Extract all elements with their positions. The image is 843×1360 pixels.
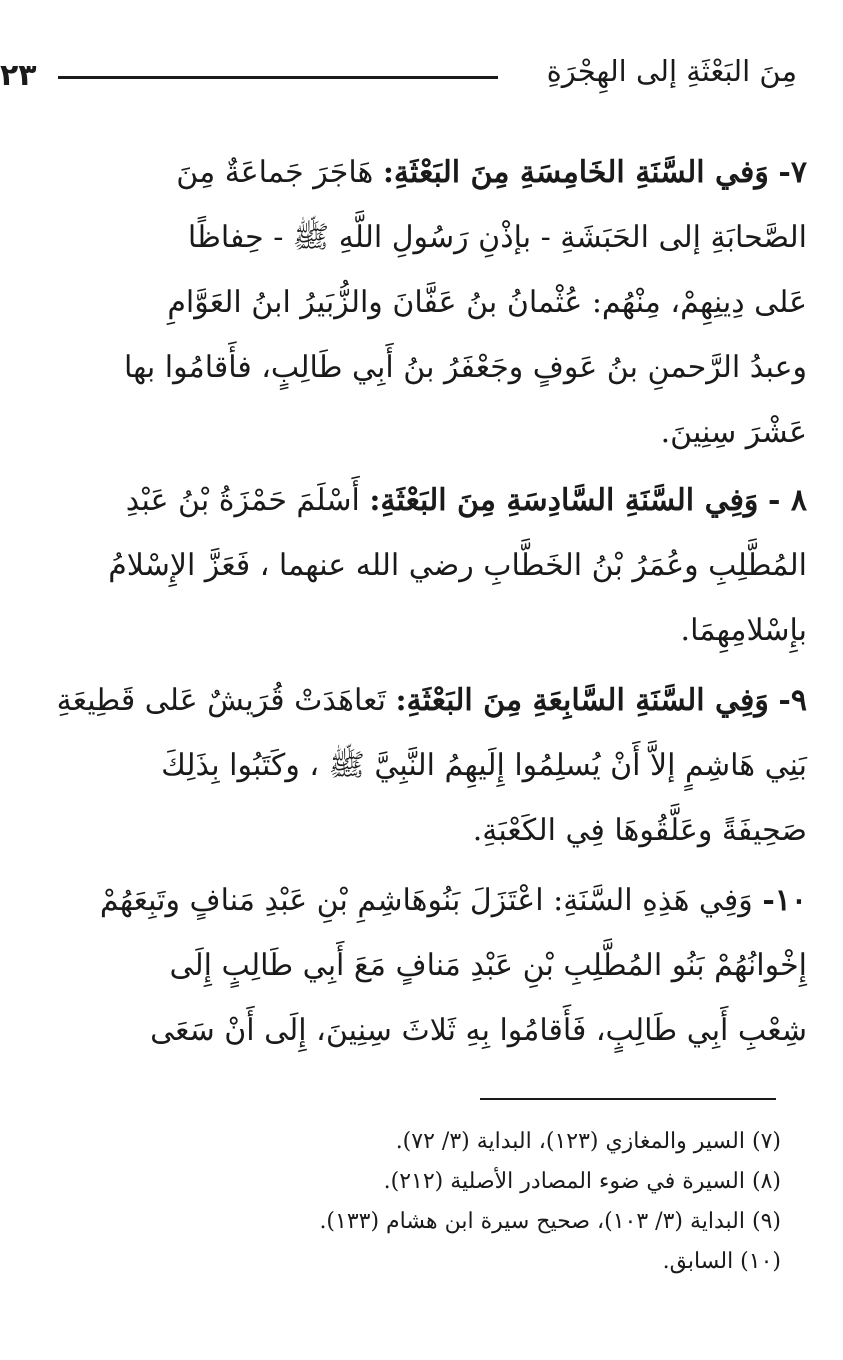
paragraph-line: عَلى دِينِهِمْ، مِنْهُم: عُثْمانُ بنُ عَفَّانَ والزُّبَيرُ ابنُ العَوَّامِ [167, 285, 807, 320]
paragraph-7 [0, 140, 807, 465]
paragraph-line: الصَّحابَةِ إلى الحَبَشَةِ - بإذْنِ رَسُولِ اللَّهِ ﷺ - حِفاظًا [187, 220, 807, 255]
footnotes [319, 1122, 781, 1282]
paragraph-8 [0, 468, 807, 663]
paragraph-line [0, 868, 807, 933]
paragraph-number: ١٠- [762, 883, 807, 918]
running-head [0, 50, 843, 110]
paragraph-line [0, 140, 807, 205]
paragraph-line: إِخْوانُهُمْ بَنُو المُطَّلِبِ بْنِ عَبْدِ مَنافٍ مَعَ أَبِي طَالِبٍ إِلَى [169, 948, 807, 983]
paragraph-lead: وَفِي السَّنَةِ السَّادِسَةِ مِنَ البَعْثَةِ: [369, 483, 759, 518]
paragraph-9 [0, 668, 807, 863]
footnote-9: (٩) البداية (٣/ ١٠٣)، صحيح سيرة ابن هشام (١٣٣). [319, 1209, 781, 1234]
footnote-8: (٨) السيرة في ضوء المصادر الأصلية (٢١٢). [383, 1169, 781, 1194]
paragraph-line: بَنِي هَاشِمٍ إلاَّ أَنْ يُسلِمُوا إِلَيهِمُ النَّبِيَّ ﷺ ، وكَتَبُوا بِذَلِكَ [161, 748, 807, 783]
paragraph-line: وعبدُ الرَّحمنِ بنُ عَوفٍ وجَعْفَرُ بنُ أَبِي طَالِبٍ، فأَقامُوا بها [123, 350, 807, 385]
paragraph-line: عَشْرَ سِنِينَ. [660, 415, 807, 450]
paragraph-line: صَحِيفَةً وعَلَّقُوهَا فِي الكَعْبَةِ. [472, 813, 807, 848]
paragraph-number: ٩- [778, 683, 807, 718]
running-title: مِنَ البَعْثَةِ إلى الهِجْرَةِ [546, 54, 797, 88]
paragraph-number: ٧- [778, 155, 807, 190]
paragraph-text: تَعاهَدَتْ قُرَيشٌ عَلى قَطِيعَةِ [56, 683, 386, 718]
paragraph-line [0, 468, 807, 533]
paragraph-10 [0, 868, 807, 1063]
paragraph-lead: وَفي السَّنَةِ الخَامِسَةِ مِنَ البَعْثَةِ: [382, 155, 769, 190]
page-number: ٢٣ [0, 58, 37, 93]
footnote-rule [480, 1098, 776, 1100]
paragraph-text: هَاجَرَ جَماعَةٌ مِنَ [176, 155, 374, 190]
paragraph-line: بإِسْلامِهِمَا. [680, 613, 807, 648]
paragraph-line: شِعْبِ أَبِي طَالِبٍ، فَأَقامُوا بِهِ ثَلاثَ سِنِينَ، إِلَى أَنْ سَعَى [150, 1013, 807, 1048]
paragraph-line [0, 668, 807, 733]
paragraph-line: المُطَّلِبِ وعُمَرُ بْنُ الخَطَّابِ رضي الله عنهما ، فَعَزَّ الإِسْلامُ [108, 548, 807, 583]
footnote-10: (١٠) السابق. [662, 1249, 781, 1274]
header-rule [58, 76, 498, 79]
paragraph-lead: وَفِي السَّنَةِ السَّابِعَةِ مِنَ البَعْثَةِ: [395, 683, 769, 718]
paragraph-text: أَسْلَمَ حَمْزَةُ بْنُ عَبْدِ [125, 483, 360, 518]
paragraph-number: ٨ - [767, 483, 807, 518]
paragraph-text: وَفِي هَذِهِ السَّنَةِ: اعْتَزَلَ بَنُوهَاشِمِ بْنِ عَبْدِ مَنافٍ وتَبِعَهُمْ [99, 883, 753, 918]
footnote-7: (٧) السير والمغازي (١٢٣)، البداية (٣/ ٧٢). [395, 1129, 781, 1154]
